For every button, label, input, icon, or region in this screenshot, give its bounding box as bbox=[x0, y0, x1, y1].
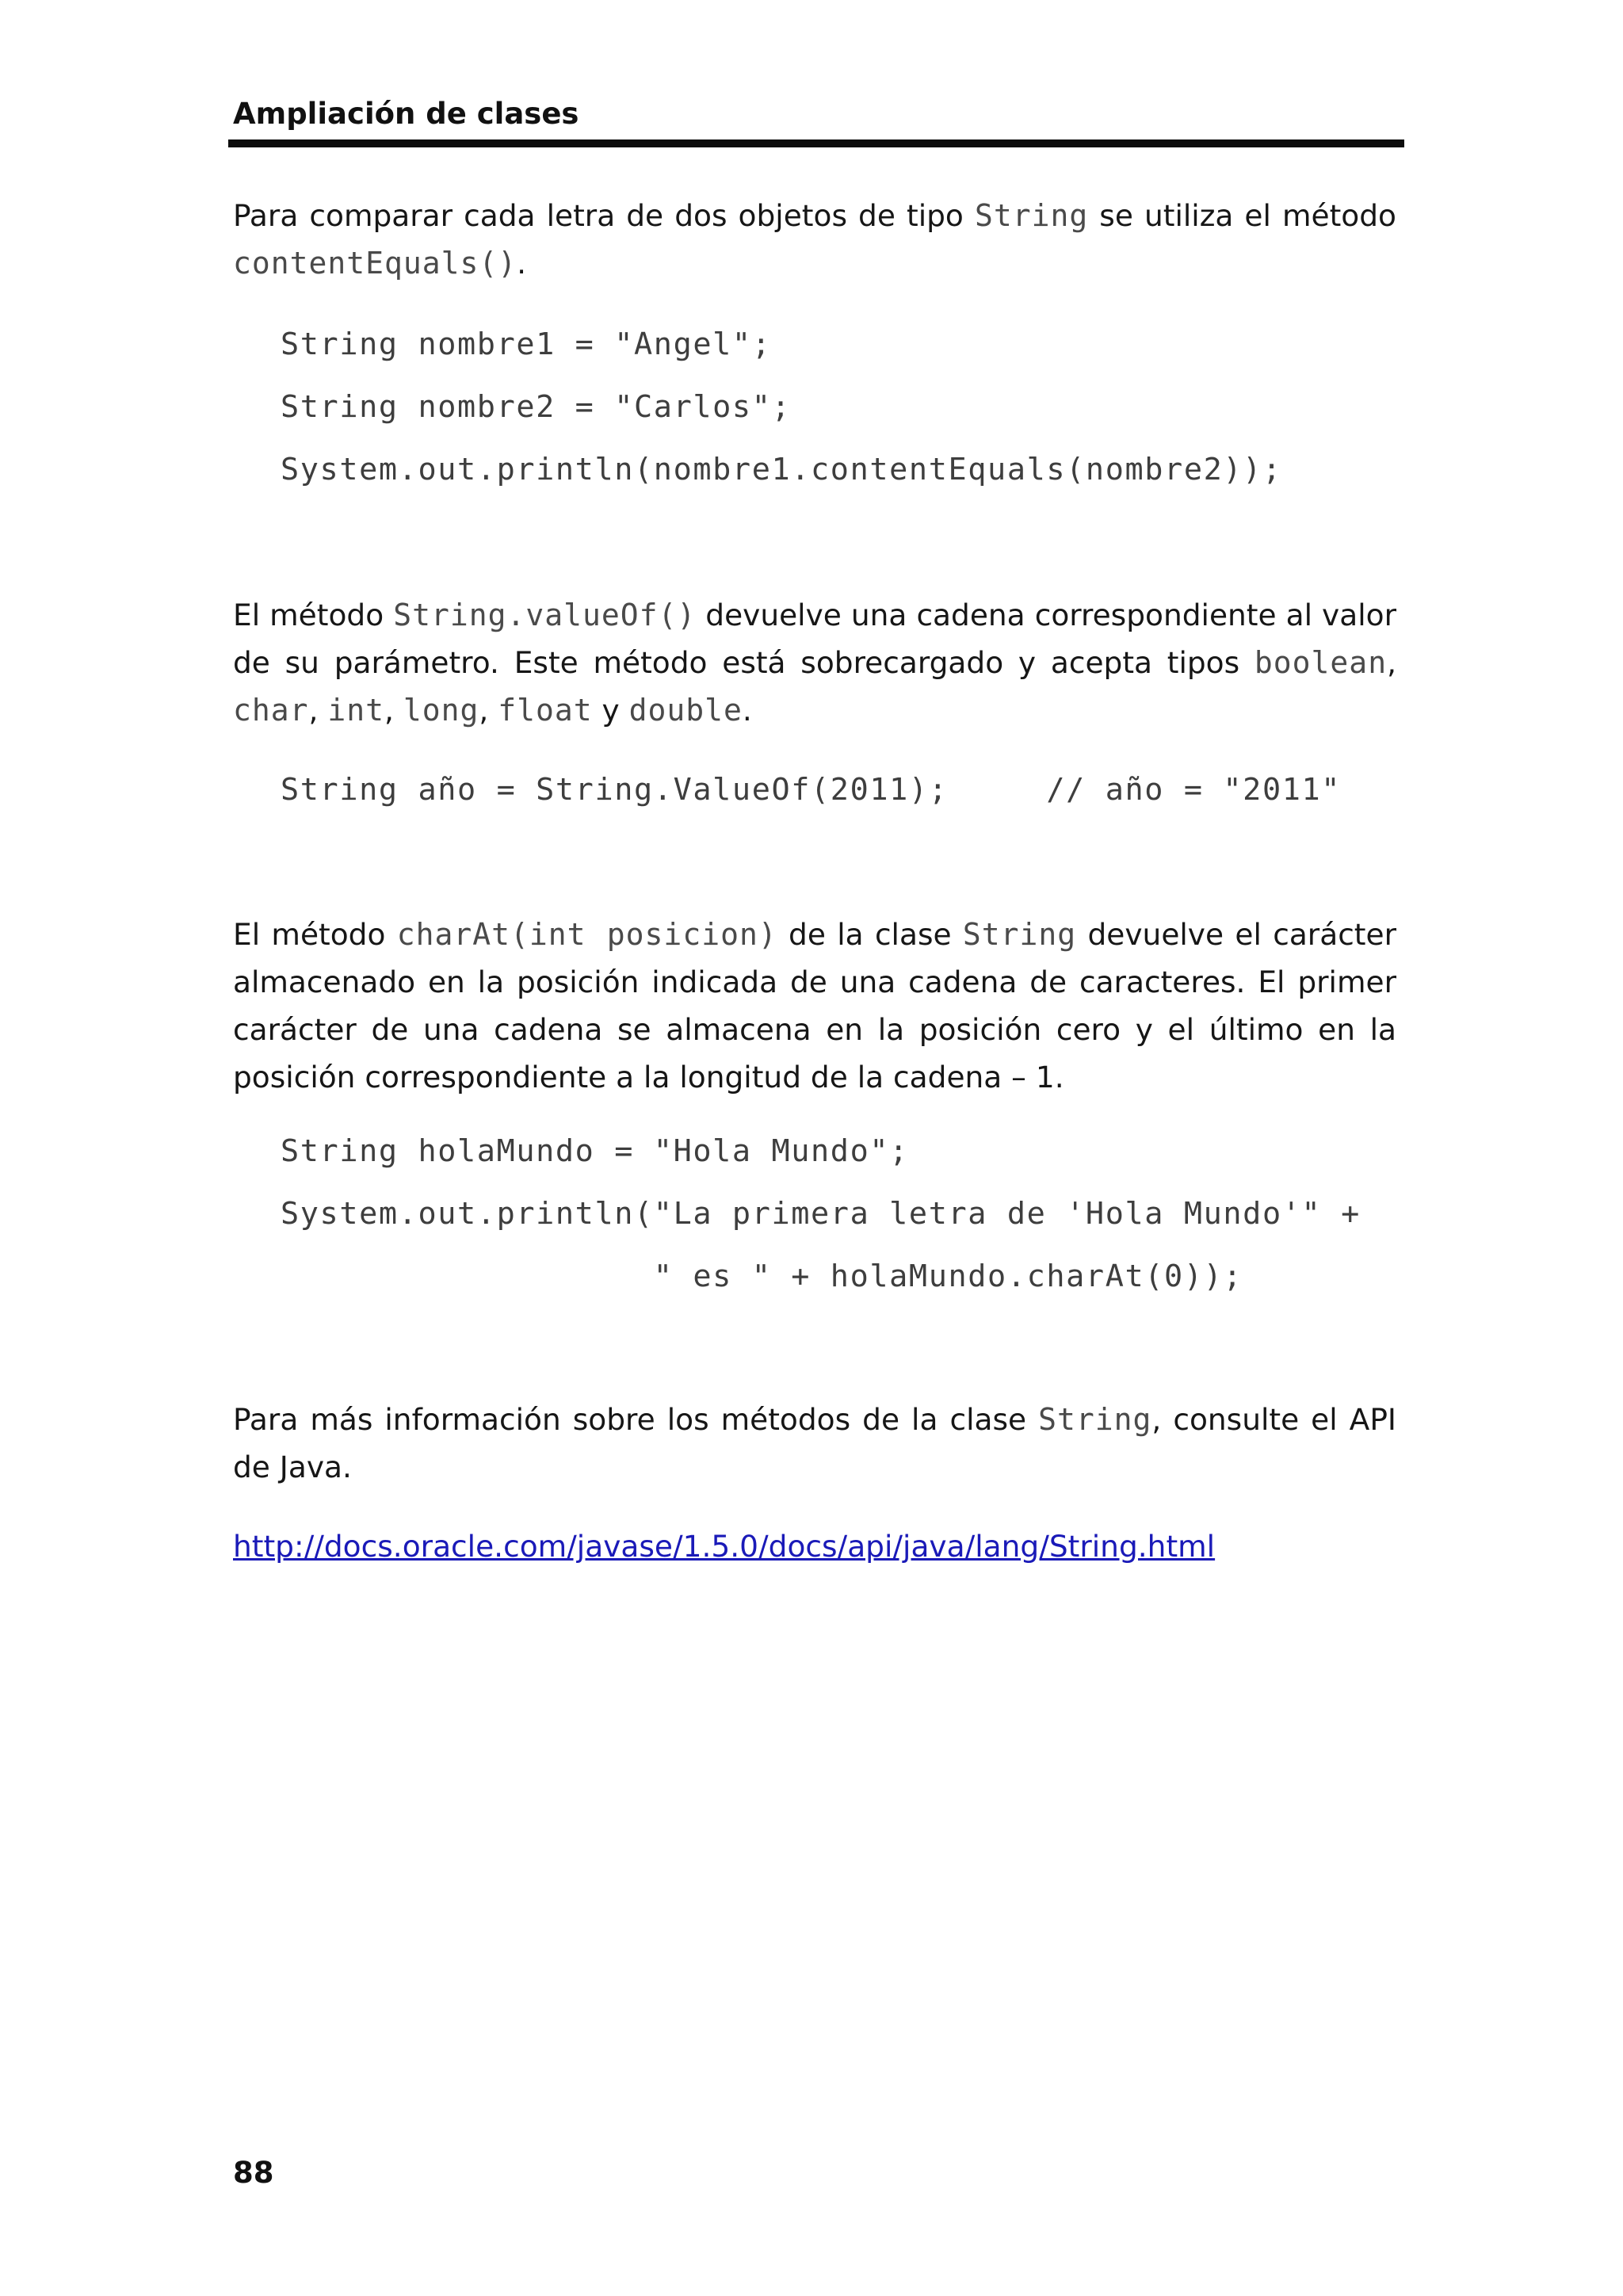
paragraph-char-at bbox=[233, 911, 1396, 1101]
paragraph-text: El método bbox=[233, 598, 394, 632]
inline-code: contentEquals() bbox=[233, 246, 517, 281]
paragraph-text: devuelve el carácter almacenado en la posición indicada de una cadena de caracteres. El primer carácter de una cadena se almacena en la posición cero y el último en la posición correspondiente a la longitud de la cadena – 1. bbox=[233, 917, 1397, 1095]
api-documentation-link[interactable]: http://docs.oracle.com/javase/1.5.0/docs/api/java/lang/String.html bbox=[233, 1529, 1216, 1564]
paragraph-text: El método bbox=[233, 917, 397, 952]
paragraph-value-of bbox=[233, 591, 1396, 734]
inline-code: charAt(int posicion) bbox=[396, 917, 777, 952]
inline-code: long bbox=[403, 693, 479, 728]
paragraph-text: , bbox=[384, 693, 403, 728]
paragraph-text: . bbox=[517, 246, 527, 281]
inline-code: String bbox=[974, 198, 1089, 233]
code-line: String holaMundo = "Hola Mundo"; bbox=[281, 1133, 909, 1169]
paragraph-text: , consulte el API de Java. bbox=[233, 1402, 1396, 1484]
code-line: String nombre1 = "Angel"; bbox=[281, 327, 772, 362]
paragraph-text: de la clase bbox=[777, 917, 963, 952]
inline-code: double bbox=[628, 693, 743, 728]
paragraph-more-info bbox=[233, 1396, 1396, 1491]
inline-code: int bbox=[327, 693, 384, 728]
inline-code: String bbox=[1038, 1402, 1152, 1437]
paragraph-text: , bbox=[308, 693, 328, 728]
paragraph-text: devuelve una cadena correspondiente al valor de su parámetro. Este método está sobrecargado y acepta tipos bbox=[233, 598, 1396, 680]
code-line: " es " + holaMundo.charAt(0)); bbox=[281, 1259, 1243, 1294]
inline-code: String.valueOf() bbox=[393, 598, 697, 632]
code-line: String nombre2 = "Carlos"; bbox=[281, 389, 792, 425]
paragraph-text: Para comparar cada letra de dos objetos de tipo bbox=[233, 198, 975, 233]
inline-code: char bbox=[233, 693, 309, 728]
paragraph-text: Para más información sobre los métodos de la clase bbox=[233, 1402, 1039, 1437]
inline-code: float bbox=[498, 693, 593, 728]
paragraph-text: se utiliza el método bbox=[1088, 198, 1396, 233]
paragraph-text: y bbox=[592, 693, 629, 728]
paragraph-text: , bbox=[1387, 645, 1396, 680]
code-line: String año = String.ValueOf(2011); // año = "2011" bbox=[281, 772, 1342, 808]
paragraph-content-equals bbox=[233, 192, 1396, 287]
paragraph-text: . bbox=[742, 693, 752, 728]
code-line: System.out.println("La primera letra de 'Hola Mundo'" + bbox=[281, 1196, 1361, 1232]
code-line: System.out.println(nombre1.contentEquals(nombre2)); bbox=[281, 452, 1282, 487]
paragraph-text: , bbox=[479, 693, 498, 728]
inline-code: boolean bbox=[1254, 645, 1388, 680]
running-header-title: Ampliación de clases bbox=[233, 97, 579, 131]
inline-code: String bbox=[962, 917, 1077, 952]
header-rule bbox=[228, 139, 1404, 147]
page-number: 88 bbox=[233, 2156, 274, 2190]
